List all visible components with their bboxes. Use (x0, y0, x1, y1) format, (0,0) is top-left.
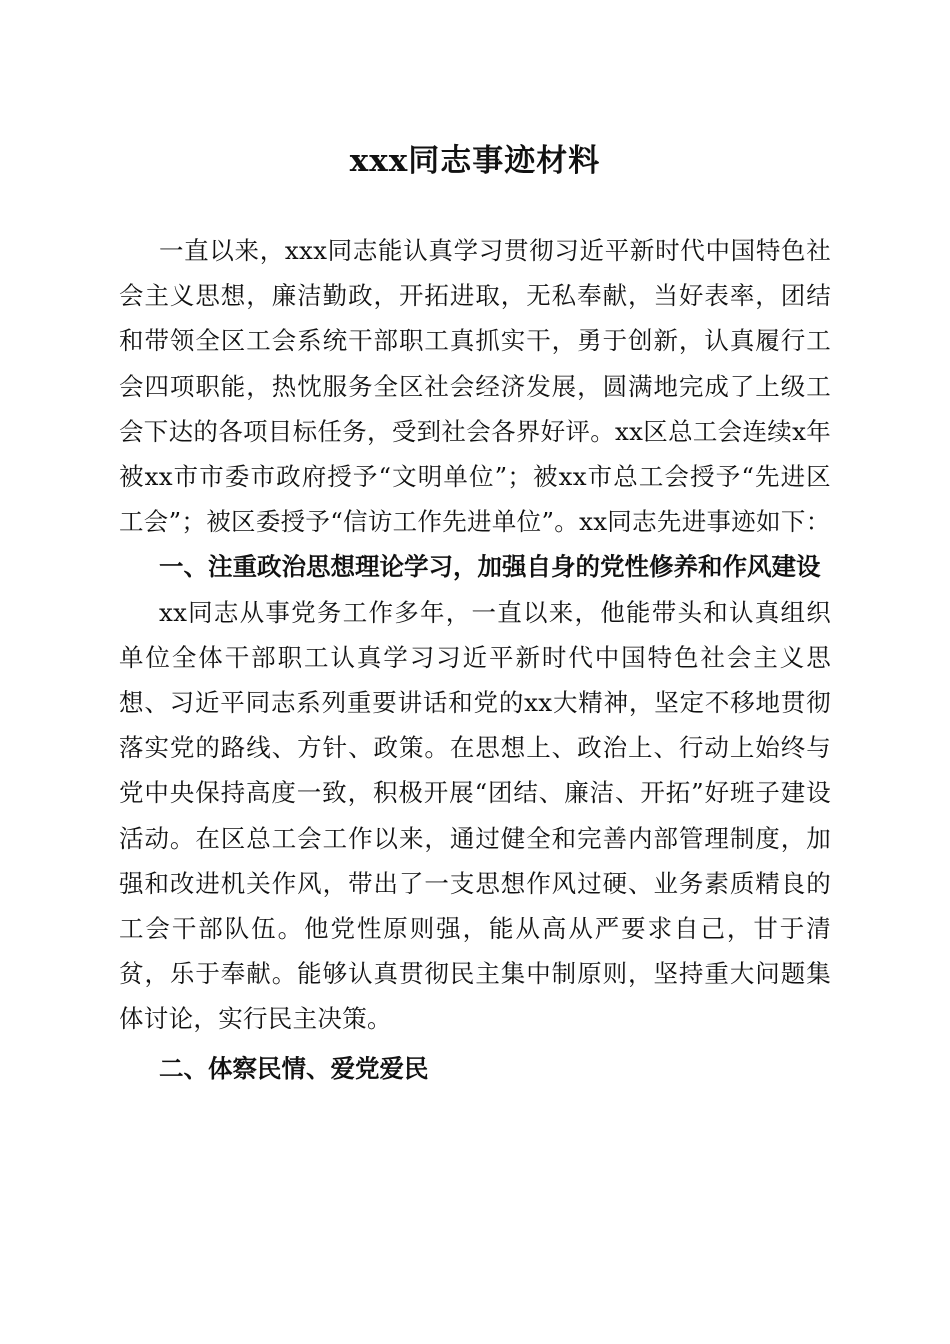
section-heading-1: 一、注重政治思想理论学习，加强自身的党性修养和作风建设 (159, 552, 821, 582)
document-title: xxx同志事迹材料 (349, 143, 601, 179)
section-heading-2: 二、体察民情、爱党爱民 (159, 1053, 429, 1083)
intro-paragraph: 一直以来，xxx同志能认真学习贯彻习近平新时代中国特色社会主义思想，廉洁勤政，开拓进取，无私奉献，当好表率，团结和带领全区工会系统干部职工真抓实干，勇于创新，认真履行工会四项职能，热忱服务全区社会经济发展，圆满地完成了上级工会下达的各项目标任务，受到社会各界好评。xx区总工会连续x年被xx市市委市政府授予“文明单位”；被xx市总工会授予“先进区工会”；被区委授予“信访工作先进单位”。xx同志先进事迹如下： (119, 236, 831, 537)
document-body (119, 228, 831, 1091)
section-1-paragraph: xx同志从事党务工作多年，一直以来，他能带头和认真组织单位全体干部职工认真学习习近平新时代中国特色社会主义思想、习近平同志系列重要讲话和党的xx大精神，坚定不移地贯彻落实党的路线、方针、政策。在思想上、政治上、行动上始终与党中央保持高度一致，积极开展“团结、廉洁、开拓”好班子建设活动。在区总工会工作以来，通过健全和完善内部管理制度，加强和改进机关作风，带出了一支思想作风过硬、业务素质精良的工会干部队伍。他党性原则强，能从高从严要求自己，甘于清贫，乐于奉献。能够认真贯彻民主集中制原则，坚持重大问题集体讨论，实行民主决策。 (119, 597, 831, 1034)
